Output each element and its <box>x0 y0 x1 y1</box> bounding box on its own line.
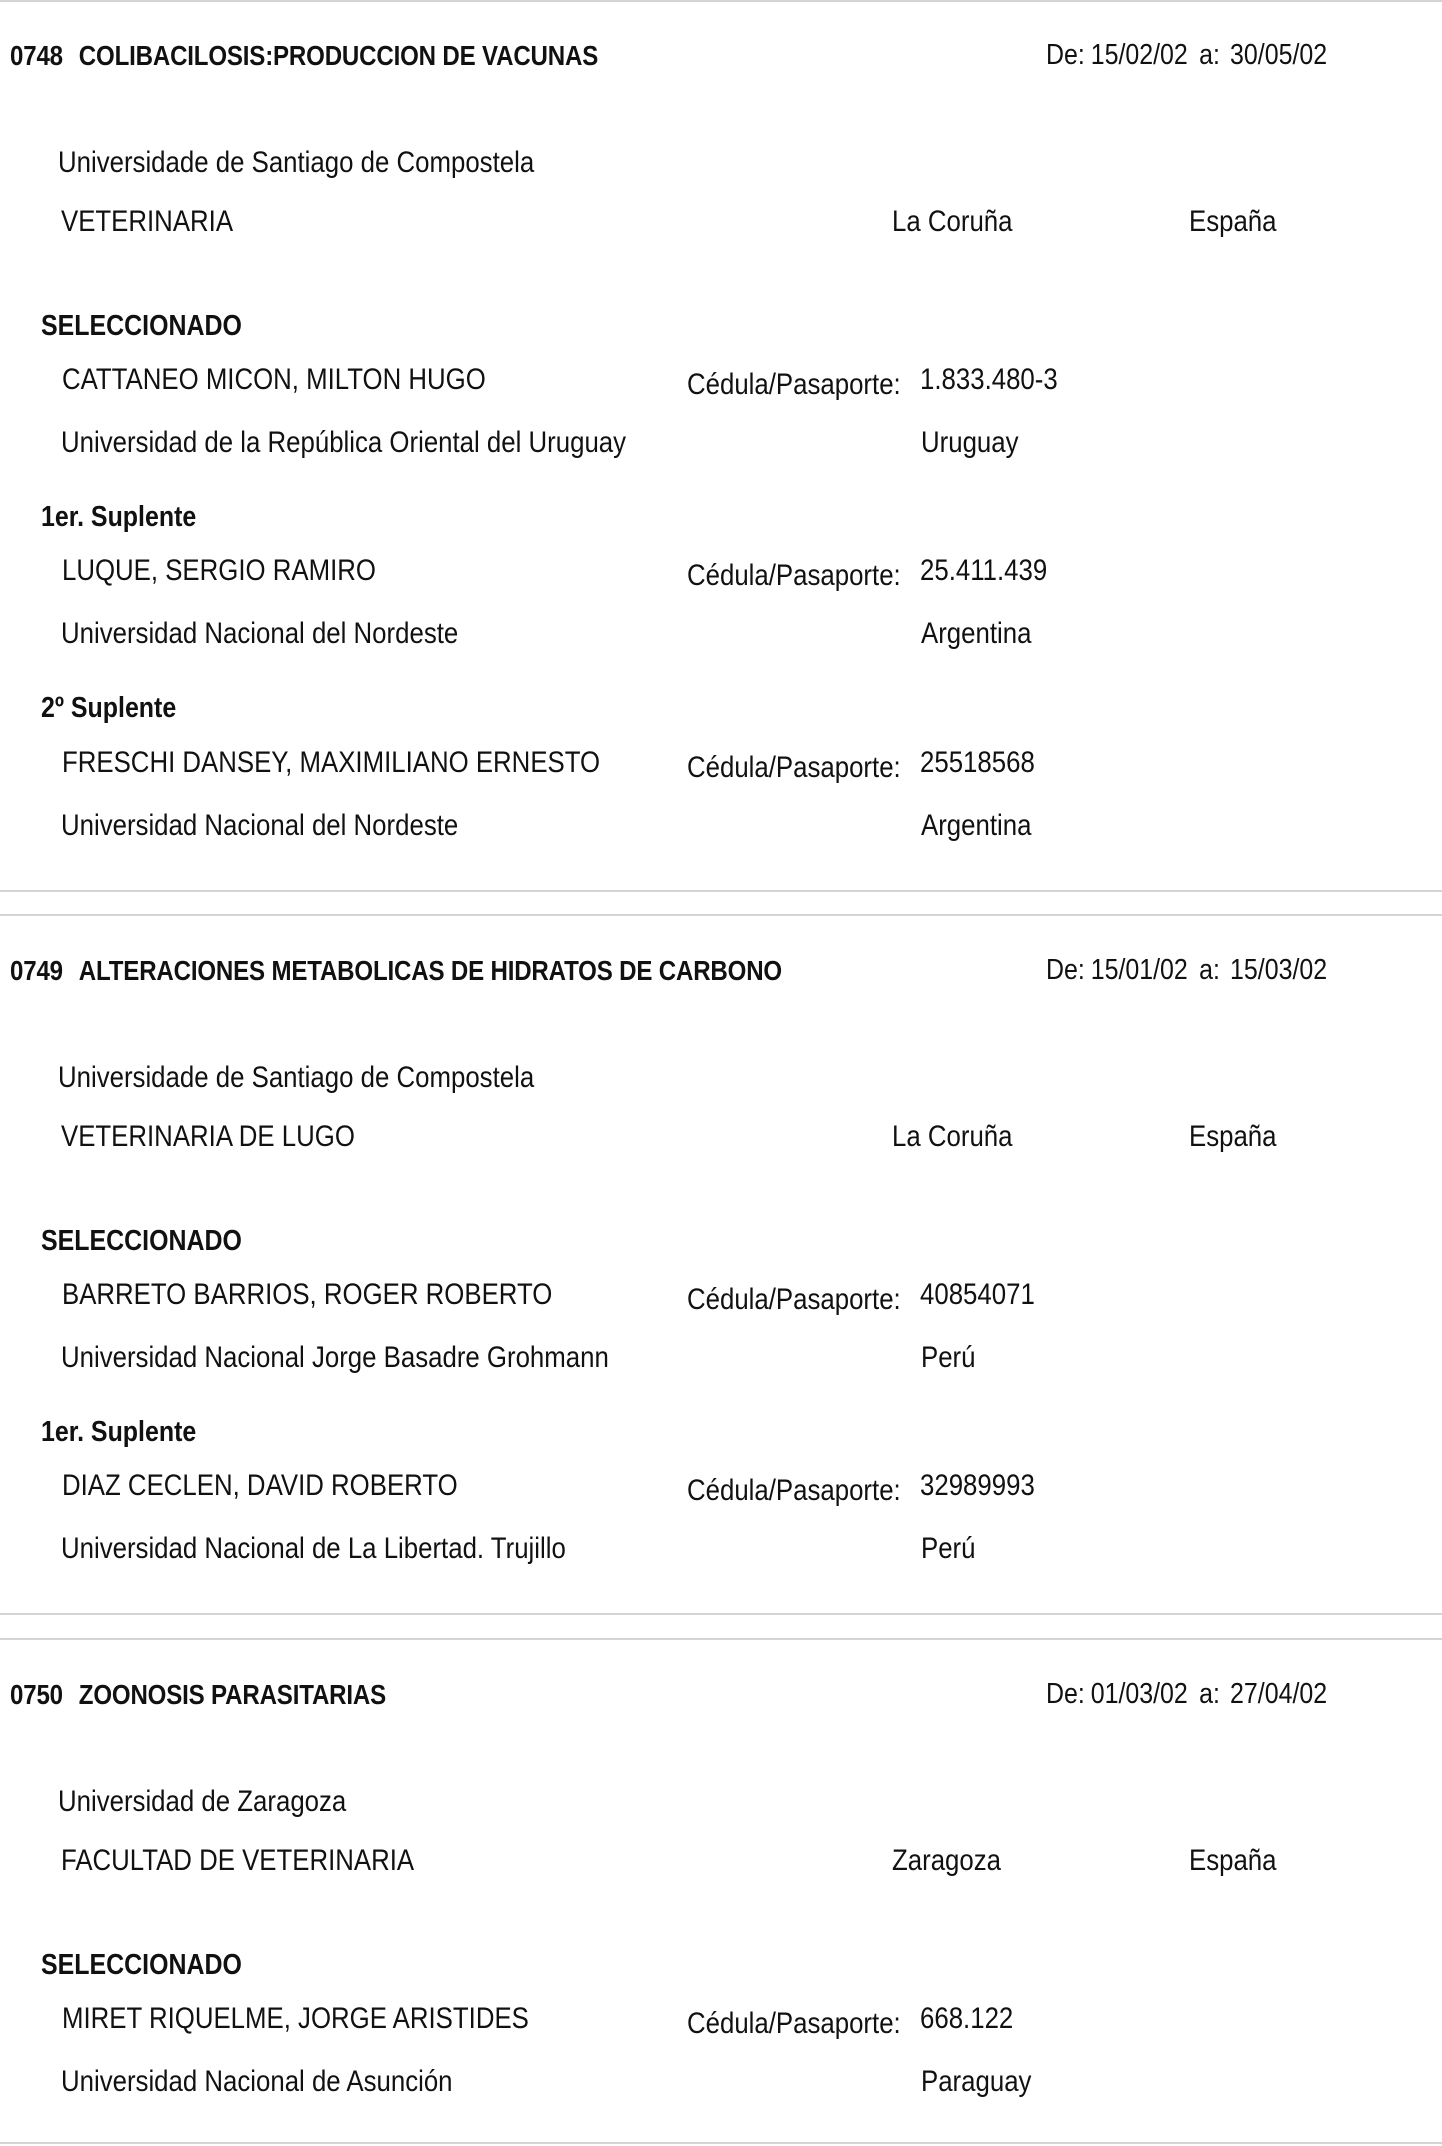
host-country: España <box>1189 1120 1277 1153</box>
host-country: España <box>1189 1844 1277 1877</box>
candidate-country: Uruguay <box>921 426 1019 459</box>
divider <box>0 890 1442 892</box>
candidate-country: Argentina <box>921 809 1032 842</box>
to-label: a: <box>1199 1678 1220 1710</box>
host-university: Universidad de Zaragoza <box>58 1785 347 1818</box>
to-date: 27/04/02 <box>1230 1678 1328 1710</box>
divider <box>0 2142 1442 2144</box>
host-faculty: FACULTAD DE VETERINARIA <box>61 1844 415 1877</box>
to-date: 30/05/02 <box>1230 39 1328 71</box>
candidate-id: 25518568 <box>920 746 1035 779</box>
candidate-country: Perú <box>921 1532 976 1565</box>
candidate-role: SELECCIONADO <box>41 1949 242 1981</box>
host-faculty: VETERINARIA <box>61 205 234 238</box>
candidate-role: SELECCIONADO <box>41 310 242 342</box>
section-title <box>10 1681 386 1709</box>
section-code: 0749 <box>10 955 63 986</box>
candidate-country: Paraguay <box>921 2065 1032 2098</box>
candidate-university: Universidad Nacional Jorge Basadre Grohmann <box>61 1341 609 1374</box>
candidate-name: CATTANEO MICON, MILTON HUGO <box>62 363 486 396</box>
candidate-name: MIRET RIQUELME, JORGE ARISTIDES <box>62 2002 529 2035</box>
candidate-country: Argentina <box>921 617 1032 650</box>
candidate-role: 2º Suplente <box>41 692 177 724</box>
candidate-id-label: Cédula/Pasaporte: <box>687 1474 901 1507</box>
section-code: 0748 <box>10 40 63 71</box>
section-dates <box>1046 1680 1327 1709</box>
candidate-id: 32989993 <box>920 1469 1035 1502</box>
candidate-name: LUQUE, SERGIO RAMIRO <box>62 554 376 587</box>
candidate-id-label: Cédula/Pasaporte: <box>687 1283 901 1316</box>
section-dates <box>1046 41 1327 70</box>
host-university: Universidade de Santiago de Compostela <box>58 146 535 179</box>
candidate-name: DIAZ CECLEN, DAVID ROBERTO <box>62 1469 458 1502</box>
candidate-university: Universidad de la República Oriental del Uruguay <box>61 426 627 459</box>
section-title <box>10 957 782 985</box>
candidate-university: Universidad Nacional del Nordeste <box>61 809 459 842</box>
candidate-role: SELECCIONADO <box>41 1225 242 1257</box>
divider <box>0 914 1442 916</box>
candidate-id: 668.122 <box>920 2002 1014 2035</box>
divider <box>0 1613 1442 1615</box>
candidate-id-label: Cédula/Pasaporte: <box>687 2007 901 2040</box>
divider <box>0 0 1442 2</box>
to-date: 15/03/02 <box>1230 954 1328 986</box>
candidate-id: 1.833.480-3 <box>920 363 1058 396</box>
candidate-id-label: Cédula/Pasaporte: <box>687 368 901 401</box>
host-university: Universidade de Santiago de Compostela <box>58 1061 535 1094</box>
host-faculty: VETERINARIA DE LUGO <box>61 1120 355 1153</box>
candidate-university: Universidad Nacional de La Libertad. Trujillo <box>61 1532 566 1565</box>
candidate-university: Universidad Nacional del Nordeste <box>61 617 459 650</box>
candidate-id: 25.411.439 <box>920 554 1048 587</box>
candidate-university: Universidad Nacional de Asunción <box>61 2065 453 2098</box>
candidate-id-label: Cédula/Pasaporte: <box>687 751 901 784</box>
section-name: COLIBACILOSIS:PRODUCCION DE VACUNAS <box>78 40 599 71</box>
divider <box>0 1638 1442 1640</box>
host-city: La Coruña <box>892 1120 1013 1153</box>
section-code: 0750 <box>10 1679 63 1710</box>
section-name: ALTERACIONES METABOLICAS DE HIDRATOS DE CARBONO <box>78 955 782 986</box>
candidate-country: Perú <box>921 1341 976 1374</box>
from-label: De: <box>1046 954 1085 986</box>
section-dates <box>1046 956 1327 985</box>
candidate-id-label: Cédula/Pasaporte: <box>687 559 901 592</box>
from-date: 15/02/02 <box>1090 39 1188 71</box>
candidate-name: BARRETO BARRIOS, ROGER ROBERTO <box>62 1278 553 1311</box>
section-name: ZOONOSIS PARASITARIAS <box>78 1679 387 1710</box>
to-label: a: <box>1199 39 1220 71</box>
section-title <box>10 42 598 70</box>
candidate-name: FRESCHI DANSEY, MAXIMILIANO ERNESTO <box>62 746 601 779</box>
host-city: Zaragoza <box>892 1844 1002 1877</box>
host-city: La Coruña <box>892 205 1013 238</box>
from-label: De: <box>1046 1678 1085 1710</box>
candidate-role: 1er. Suplente <box>41 501 197 533</box>
to-label: a: <box>1199 954 1220 986</box>
from-date: 01/03/02 <box>1090 1678 1188 1710</box>
candidate-id: 40854071 <box>920 1278 1035 1311</box>
candidate-role: 1er. Suplente <box>41 1416 197 1448</box>
host-country: España <box>1189 205 1277 238</box>
from-label: De: <box>1046 39 1085 71</box>
from-date: 15/01/02 <box>1090 954 1188 986</box>
